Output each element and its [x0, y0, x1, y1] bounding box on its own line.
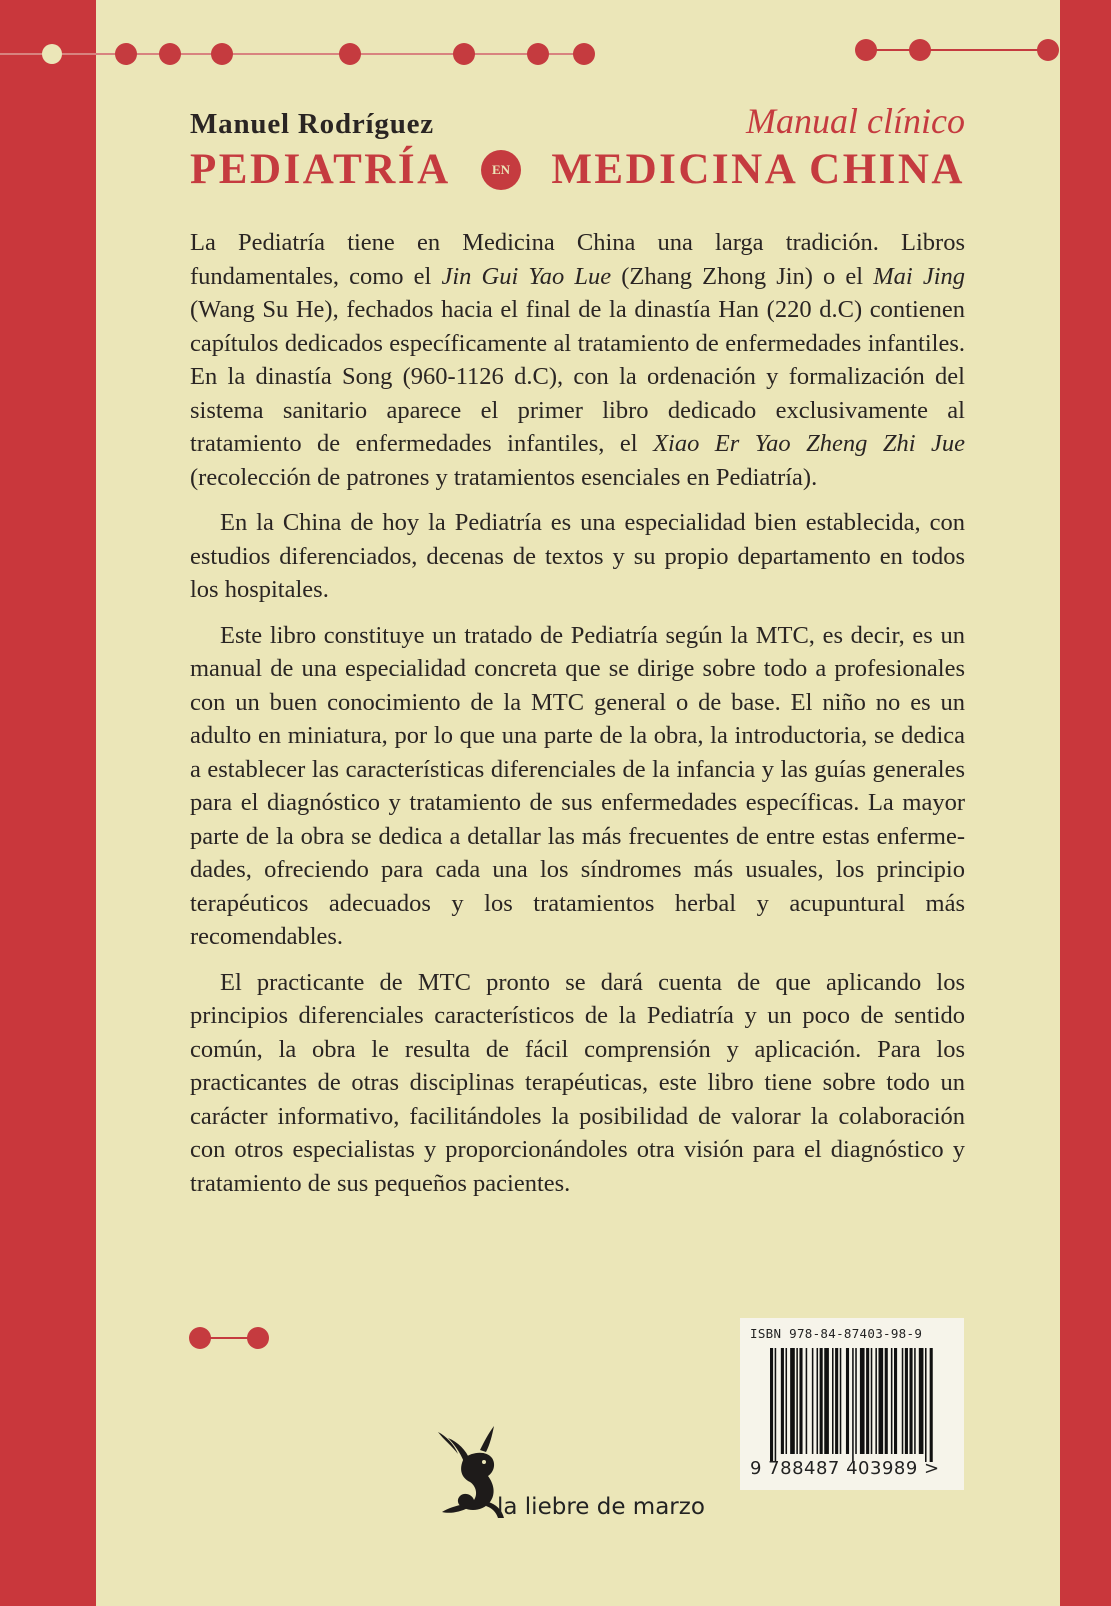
isbn-label: ISBN 978-84-87403-98-9 [750, 1326, 923, 1341]
barcode-bar [820, 1348, 823, 1454]
top-dots-right [855, 39, 1059, 61]
text-run: (Zhang Zhong Jin) o el [611, 262, 874, 290]
barcode-bar [846, 1348, 849, 1454]
bottom-dots [189, 1327, 269, 1349]
book-subtitle: Manual clínico [746, 101, 965, 141]
barcode-bar [905, 1348, 908, 1454]
barcode-bar [860, 1348, 865, 1454]
barcode-bar [930, 1348, 933, 1462]
title-connector-badge: EN [481, 150, 521, 190]
description-paragraph [190, 506, 965, 607]
text-run: Este libro constituye un tratado de Pediatría según la MTC, es decir, es un manual de una especialidad concreta que se dirige sobre todo a profesionales con un buen conocimiento de la MTC general o de base. El niño no es un adulto en miniatura, por lo que una parte de la obra, la introductoria, se dedica a establecer las características diferenciales de la infancia y las guías generales para el diagnóstico y tratamiento de sus enfermedades específicas. La mayor parte de la obra se dedica a detallar las más frecuentes de entre estas enfermedades, ofreciendo para cada una los síndromes más usuales, los principio terapéuticos adecuados y los tratamientos herbal y acupuntural más recomendables. [190, 621, 965, 950]
barcode-bar [919, 1348, 924, 1454]
barcode-bar [910, 1348, 913, 1454]
barcode-bar [786, 1348, 788, 1454]
barcode-bar [775, 1348, 777, 1462]
barcode-bar [770, 1348, 773, 1462]
barcode-bar [817, 1348, 819, 1454]
title-part-2: MEDICINA CHINA [551, 146, 965, 193]
top-dots-left [0, 43, 595, 65]
description-paragraph [190, 226, 965, 494]
barcode-bar [824, 1348, 829, 1454]
description-text [190, 226, 965, 1212]
book-title [190, 145, 965, 194]
barcode-block [740, 1318, 964, 1490]
barcode-bar [832, 1348, 834, 1454]
barcode-bar [925, 1348, 927, 1462]
title-part-1: PEDIATRÍA [190, 146, 451, 193]
barcode-bar [812, 1348, 814, 1454]
barcode-bar [885, 1348, 888, 1454]
barcode-bar [875, 1348, 877, 1454]
publisher-name: la liebre de marzo [497, 1494, 705, 1520]
barcode-bar [894, 1348, 897, 1454]
book-reference: Mai Jing [873, 262, 965, 290]
barcode-bar [840, 1348, 842, 1454]
barcode-bar [914, 1348, 916, 1454]
barcode-bar [902, 1348, 904, 1454]
text-run: En la China de hoy la Pediatría es una especialidad bien establecida, con estudios diferenciados, decenas de textos y su propio departamento en todos los hospitales. [190, 509, 965, 603]
description-paragraph [190, 619, 965, 954]
barcode-bar [796, 1348, 798, 1454]
text-run: La Pediatría tiene en Medicina China una larga tradición. Libros fundamentales, como el [190, 229, 965, 290]
barcode-bar [835, 1348, 838, 1454]
barcode-bar [799, 1348, 802, 1454]
text-run: (recolección de patrones y tratamientos esenciales en Pediatría). [190, 463, 818, 491]
barcode-bar [866, 1348, 869, 1454]
text-run: El practicante de MTC pronto se dará cuenta de que aplicando los principios diferenciales característicos de la Pediatría y un poco de sentido común, la obra le resulta de fácil comprensión y aplicación. Para los practicantes de otras disciplinas terapéuticas, este libro tiene sobre todo un carácter informativo, facilitándoles la posibilidad de valorar la colaboración con otros especialistas y proporcionándoles otra visión para el diagnóstico y tratamiento de sus pequeños pacientes. [190, 968, 965, 1197]
description-paragraph [190, 966, 965, 1201]
barcode-bar [852, 1348, 854, 1462]
barcode-bar [855, 1348, 857, 1454]
book-reference: Jin Gui Yao Lue [441, 262, 612, 290]
barcode-bar [806, 1348, 808, 1454]
barcode-bar [871, 1348, 873, 1454]
barcode-bar [781, 1348, 784, 1454]
book-reference: Xiao Er Yao Zheng Zhi Jue [653, 430, 965, 457]
ean-digits: 9 788487 403989 > [750, 1458, 940, 1479]
barcode-bar [891, 1348, 893, 1454]
author-name: Manuel Rodríguez [190, 108, 434, 140]
barcode-bar [879, 1348, 884, 1454]
text-run: (Wang Su He), fechados hacia el final de la dinastía Han (220 d.C) contienen capítulos dedicados específicamente al tratamiento de enfermedades infantiles. En la dinastía Song (960-1126 d.C), con la ordenación y formalización del sistema sanitario aparece el primer libro dedicado exclusivamente al tratamiento de enfermedades infantiles, el [190, 296, 965, 457]
barcode-bar [790, 1348, 795, 1454]
